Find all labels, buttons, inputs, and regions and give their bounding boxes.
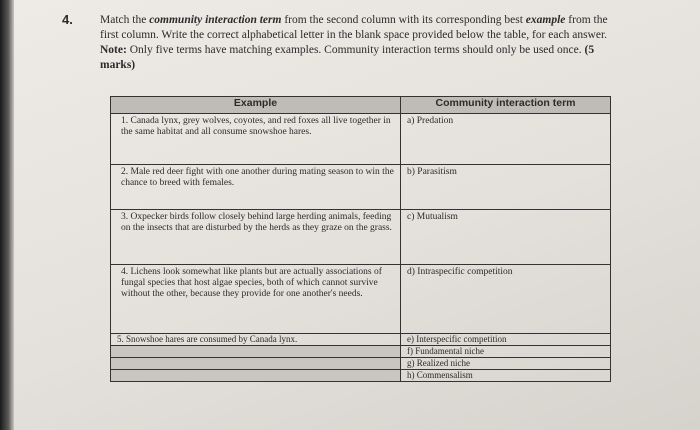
table-row: [111, 334, 611, 346]
term-cell: a) Predation: [401, 114, 611, 165]
table-row: [111, 114, 611, 165]
table-header-row: [111, 97, 611, 114]
table-row: [111, 165, 611, 210]
term-cell: e) Interspecific competition: [401, 334, 611, 346]
example-cell: 3. Oxpecker birds follow closely behind large herding animals, feeding on the insects that are disturbed by the herds as they graze on the grass.: [111, 210, 401, 265]
question-instructions: [100, 13, 620, 73]
term-cell: d) Intraspecific competition: [401, 265, 611, 334]
term-column-header: Community interaction term: [401, 97, 611, 114]
question-number: 4.: [62, 12, 73, 27]
example-cell-empty: [111, 346, 401, 358]
term-cell: f) Fundamental niche: [401, 346, 611, 358]
term-cell: h) Commensalism: [401, 370, 611, 382]
example-cell: 1. Canada lynx, grey wolves, coyotes, and red foxes all live together in the same habitat and all consume snowshoe hares.: [111, 114, 401, 165]
instructions-emphasis: community interaction term: [149, 14, 282, 26]
term-cell: c) Mutualism: [401, 210, 611, 265]
instructions-text: Match the: [100, 14, 150, 26]
table-row: [111, 210, 611, 265]
instructions-text: from the second column with its corresponding best: [281, 14, 526, 26]
marks-label: (5 marks): [100, 44, 595, 71]
example-cell: 4. Lichens look somewhat like plants but are actually associations of fungal species that host algae species, both of which cannot survive without the other, because they provide for one another's needs.: [111, 265, 401, 334]
example-cell: 2. Male red deer fight with one another during mating season to win the chance to breed with females.: [111, 165, 401, 210]
example-cell-empty: [111, 370, 401, 382]
note-label: Note:: [100, 44, 127, 56]
desk-shadow: [0, 0, 14, 430]
example-column-header: Example: [111, 97, 401, 114]
example-cell-empty: [111, 358, 401, 370]
table-row: [111, 265, 611, 334]
table-row: [111, 358, 611, 370]
term-cell: g) Realized niche: [401, 358, 611, 370]
instructions-emphasis: example: [525, 14, 566, 26]
table-row: [111, 370, 611, 382]
example-cell: 5. Snowshoe hares are consumed by Canada lynx.: [111, 334, 401, 346]
instructions-text: Only five terms have matching examples. Community interaction terms should only be used once.: [126, 44, 585, 56]
table-row: [111, 346, 611, 358]
term-cell: b) Parasitism: [401, 165, 611, 210]
matching-table: [110, 96, 611, 382]
instructions-text: from the first column. Write the correct alphabetical letter in the blank space provided below the table, for each answer.: [100, 14, 608, 41]
